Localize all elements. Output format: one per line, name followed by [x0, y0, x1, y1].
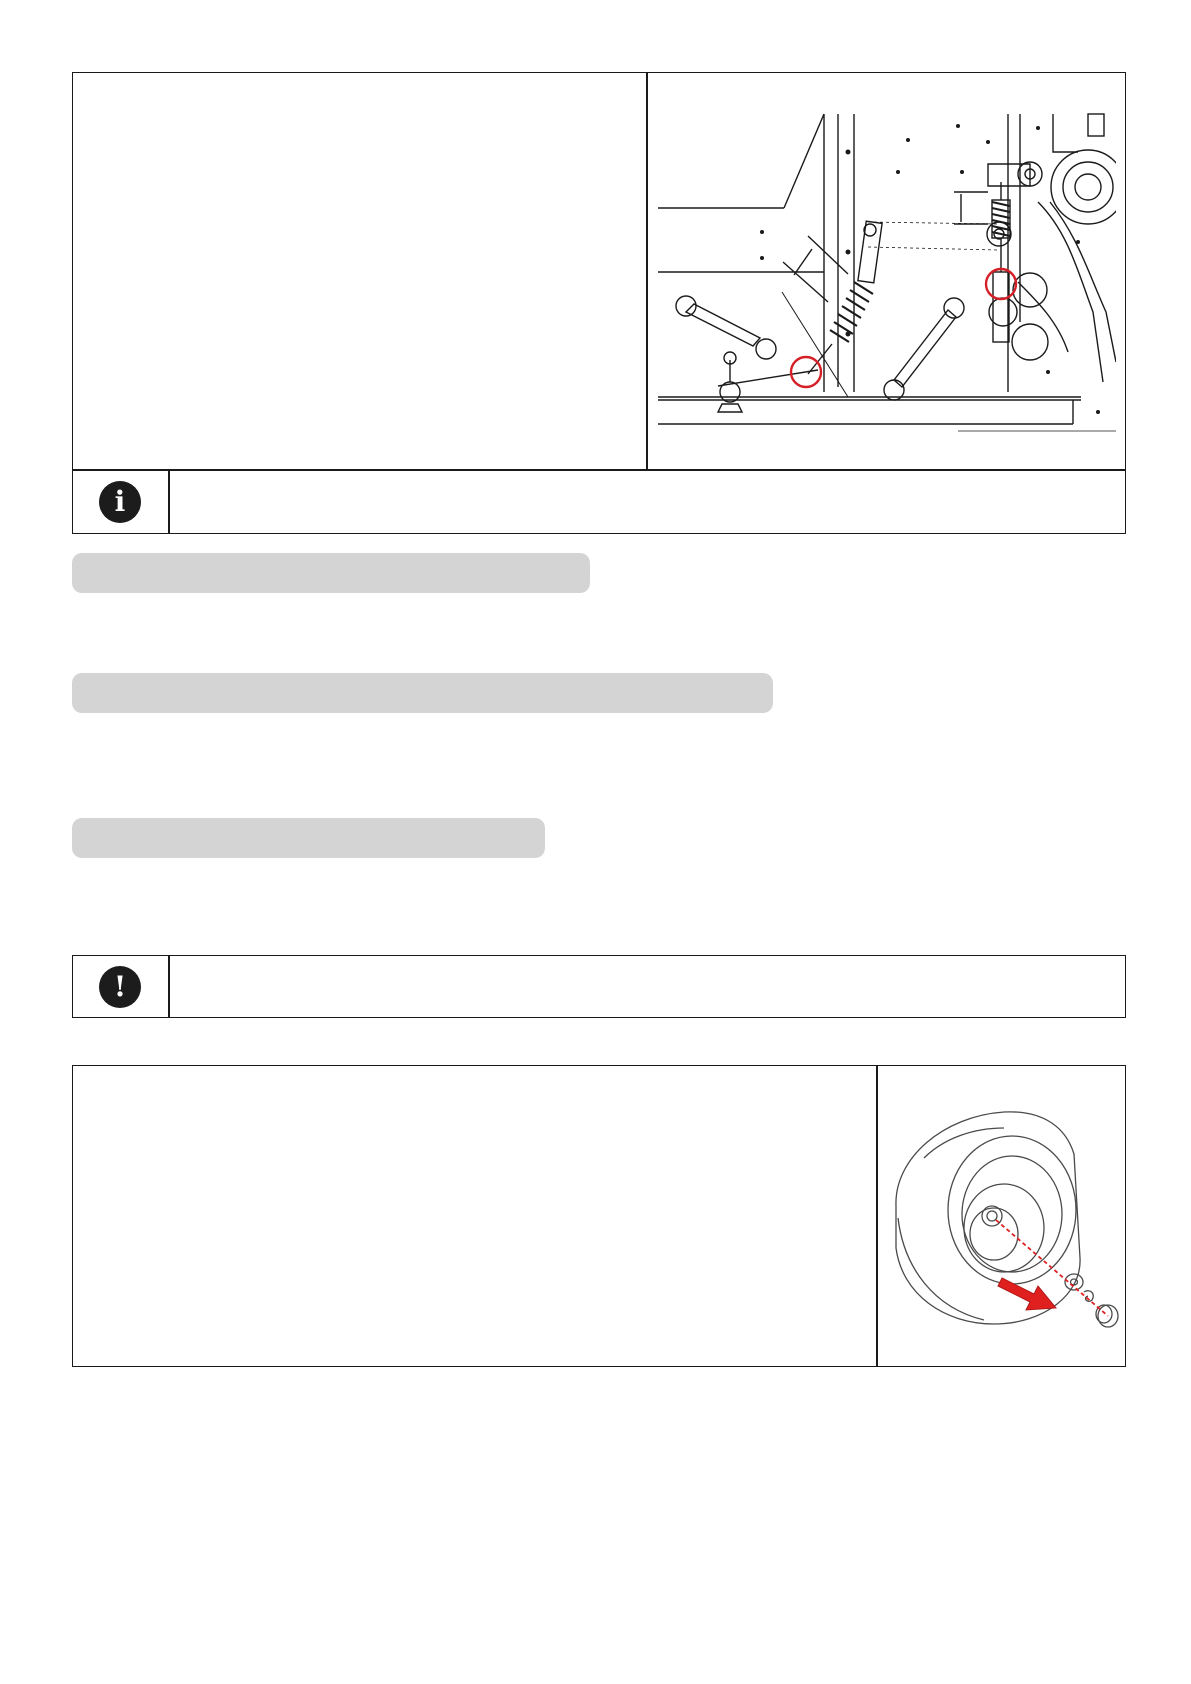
section-heading-bar-3	[72, 818, 545, 858]
spring-adjustment-text	[80, 80, 640, 462]
warning-note-icon-cell	[72, 955, 168, 1018]
warning-note-text	[176, 962, 1116, 1012]
section-body-2	[72, 720, 1126, 810]
wheel-panel-divider	[876, 1065, 878, 1367]
note-divider	[168, 469, 170, 534]
wheel-removal-figure	[884, 1098, 1120, 1346]
info-icon-glyph: i	[114, 484, 126, 518]
info-note-text	[176, 476, 1116, 526]
section-body-3	[72, 865, 1126, 950]
exclamation-icon	[99, 966, 141, 1008]
spring-adjustment-figure	[658, 112, 1116, 432]
warning-icon-glyph: !	[113, 969, 127, 1003]
panel-divider-horizontal	[72, 469, 1126, 471]
info-note-icon-cell	[72, 470, 168, 533]
panel-divider	[646, 72, 648, 470]
section-heading-bar-2	[72, 673, 773, 713]
info-icon	[99, 481, 141, 523]
section-heading-bar-1	[72, 553, 590, 593]
section-body-1	[72, 600, 1126, 660]
warning-note-divider	[168, 955, 170, 1018]
wheel-removal-text	[80, 1073, 870, 1359]
